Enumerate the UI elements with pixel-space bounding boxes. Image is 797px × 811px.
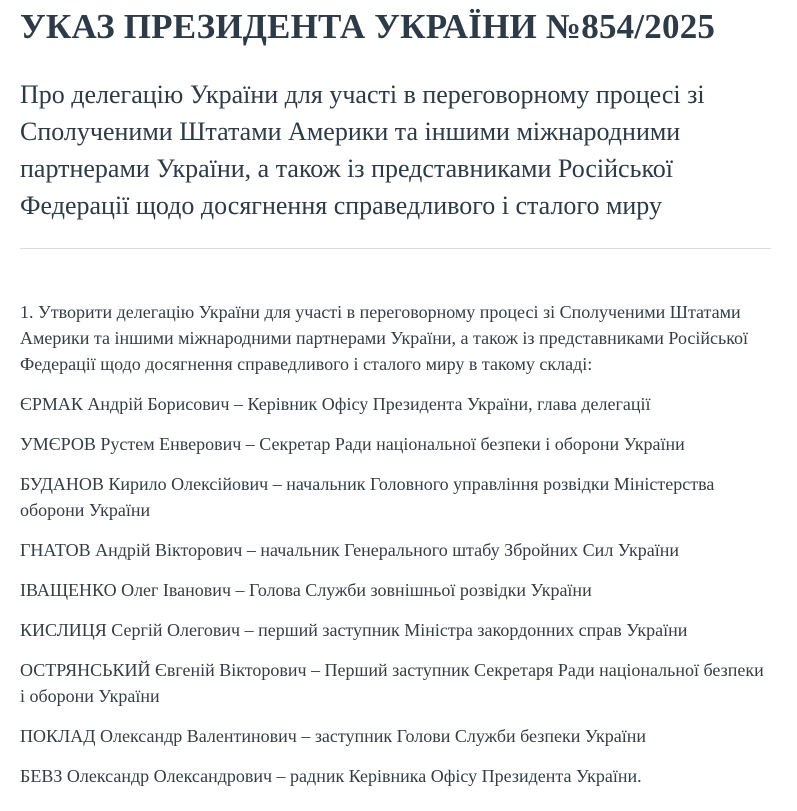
member-line-hnatov: ГНАТОВ Андрій Вікторович – начальник Генерального штабу Збройних Сил України [20, 539, 679, 560]
member-line-yermak: ЄРМАК Андрій Борисович – Керівник Офісу Президента України, глава делегації [20, 393, 651, 414]
member-line-umerov: УМЄРОВ Рустем Енверович – Секретар Ради національної безпеки і оборони України [20, 433, 685, 454]
member-line-kyslytsia: КИСЛИЦЯ Сергій Олегович – перший заступник Міністра закордонних справ України [20, 619, 688, 640]
member-line-bevz: БЕВЗ Олександр Олександрович – радник Керівника Офісу Президента України. [20, 765, 642, 786]
divider [20, 248, 771, 249]
decree-title: УКАЗ ПРЕЗИДЕНТА УКРАЇНИ №854/2025 [20, 7, 716, 46]
member-line-ostrianskyi: ОСТРЯНСЬКИЙ Євгеній Вікторович – Перший заступник Секретаря Ради національної безпеки і оборони України [20, 659, 764, 706]
member-line-budanov: БУДАНОВ Кирило Олексійович – начальник Головного управління розвідки Міністерства оборони України [20, 473, 715, 520]
member-line-poklad: ПОКЛАД Олександр Валентинович – заступник Голови Служби безпеки України [20, 725, 647, 746]
decree-intro: 1. Утворити делегацію України для участі в переговорному процесі зі Сполученими Штатами Америки та іншими міжнародними партнерами України, а також із представниками Російської Федерації щодо досягнення справедливого і сталого миру в такому складі: [20, 301, 749, 374]
decree-subtitle: Про делегацію України для участі в переговорному процесі зі Сполученими Штатами Америки та іншими міжнародними партнерами України, а також із представниками Російської Федерації щодо досягнення справедливого і сталого миру [20, 79, 705, 220]
member-line-ivashchenko: ІВАЩЕНКО Олег Іванович – Голова Служби зовнішньої розвідки України [20, 579, 592, 600]
